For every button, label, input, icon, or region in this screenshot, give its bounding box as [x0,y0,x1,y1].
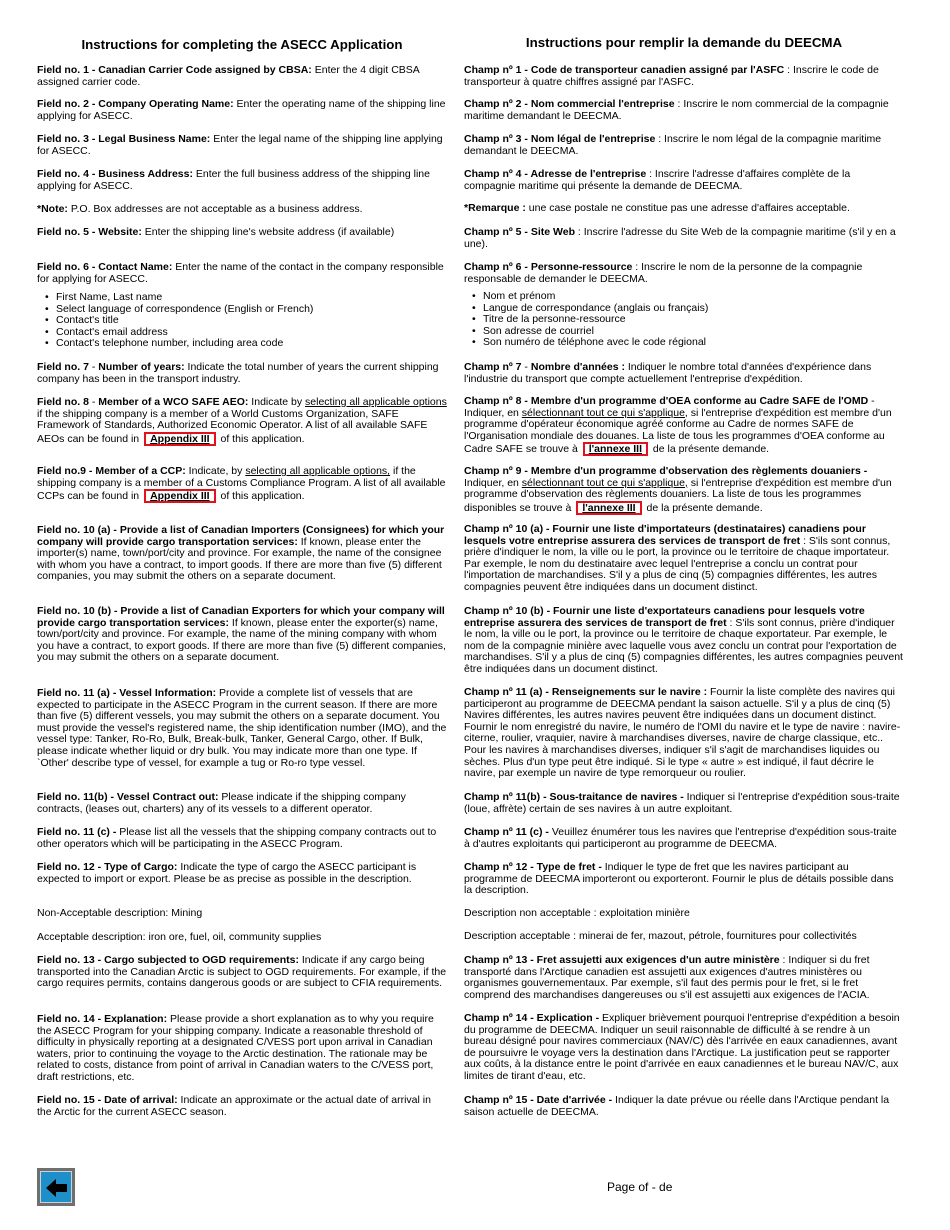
list-item: • Titre de la personne-ressource [472,314,708,326]
annexe-iii-link[interactable]: l'annexe III [583,442,648,456]
contact-list-fr [472,291,708,349]
list-item: • First Name, Last name [45,292,313,304]
field-6-en: Field no. 6 - Contact Name: Enter the name of the contact in the company responsible for applying for ASECC. [37,261,444,285]
field-11b-en: Field no. 11(b) - Vessel Contract out: Please indicate if the shipping company contracts, (leases out, charters) any of its vessels to a different operator. [37,791,406,815]
field-11c-fr: Champ nº 11 (c) - Veuillez énumérer tous les navires que l'entreprise d'expédition sous-traite à d'autres exploitants qui participeront au programme de DEECMA. [464,826,897,850]
page-number: Page of - de [607,1180,673,1194]
note-fr: *Remarque : une case postale ne constitue pas une adresse d'affaires acceptable. [464,202,850,214]
field-10b-fr: Champ nº 10 (b) - Fournir une liste d'exportateurs canadiens pour lesquels votre entreprise assurera des services de transport de fret : S'ils sont connus, prière d'indiquer le nom, la ville ou le port, la province ou le territoire de chaque exportateur. Par exemple, le nom de la compagnie minière avec laquelle vous avez conclu un contrat pour l'exportation de marchandises. S'il y a plus de cinq (5) compagnies différentes, les autres compagnies peuvent être indiquées dans un document distinct. [464,605,903,675]
appendix-iii-link[interactable]: Appendix III [144,489,216,503]
field-5-fr: Champ nº 5 - Site Web : Inscrire l'adresse du Site Web de la compagnie maritime (s'il y en a une). [464,226,896,250]
non-acceptable-fr: Description non acceptable : exploitation minière [464,907,690,919]
note-en: *Note: P.O. Box addresses are not acceptable as a business address. [37,203,363,215]
field-6-fr: Champ nº 6 - Personne-ressource : Inscrire le nom de la personne de la compagnie responsable de demander le DEECMA. [464,261,863,285]
contact-list-en [45,292,313,350]
field-11c-en: Field no. 11 (c) - Please list all the vessels that the shipping company contracts out to other operators which will be participating in the ASECC Program. [37,826,437,850]
field-11b-fr: Champ nº 11(b) - Sous-traitance de navires - Indiquer si l'entreprise d'expédition sous-traite (loue, affrète) certain de ses navires à un autre exploitant. [464,791,900,815]
field-12-fr: Champ nº 12 - Type de fret - Indiquer le type de fret que les navires participant au programme de DEECMA importeront ou exporteront. Fournir le plus de détails possible dans la description. [464,861,894,897]
field-7-fr: Champ nº 7 - Nombre d'années : Indiquer le nombre total d'années d'expérience dans l'industrie du transport que compte actuellement l'entreprise d'expédition. [464,361,872,385]
list-item: • Son numéro de téléphone avec le code régional [472,337,708,349]
field-15-fr: Champ nº 15 - Date d'arrivée - Indiquer la date prévue ou réelle dans l'Arctique pendant la saison actuelle de DEECMA. [464,1094,890,1118]
french-title: Instructions pour remplir la demande du DEECMA [525,35,843,50]
list-item: • Contact's title [45,315,313,327]
field-4-en: Field no. 4 - Business Address: Enter the full business address of the shipping line applying for ASECC. [37,168,430,192]
field-11a-en: Field no. 11 (a) - Vessel Information: Provide a complete list of vessels that are expected to participate in the ASECC Program in the current season. If there are more than five (5) different vessels, you may submit the others on a separate document. You must provide the vessel's registered name, the ship identification number (IMO), and the vessel type: Tanker, Ro-Ro, Bulk, Break-bulk, Tanker, General Cargo, other. If Bulk, please indicate whether liquid or dry bulk. You may indicate more than one type. If `Other' describe type of vessel, for example a tug or Ro-ro type vessel. [37,687,447,769]
field-1-fr: Champ nº 1 - Code de transporteur canadien assigné par l'ASFC : Inscrire le code de transporteur à quatre chiffres assigné par l'ASFC. [464,64,879,88]
english-title: Instructions for completing the ASECC Application [81,37,403,52]
field-1-en: Field no. 1 - Canadian Carrier Code assigned by CBSA: Enter the 4 digit CBSA assigned carrier code. [37,64,420,88]
field-10a-fr: Champ nº 10 (a) - Fournir une liste d'importateurs (destinataires) canadiens pour lesquels votre entreprise assurera des services de transport de fret : S'ils sont connus, prière d'indiquer le nom, la ville ou le port, la province ou le territoire de chaque importateur. Par exemple, le nom du destinataire avec lequel l'entreprise a conclu un contrat pour l'importation de marchandises. S'il y a plus de cinq (5) compagnies différentes, les autres compagnies peuvent être indiquées dans un document distinct. [464,523,891,593]
list-item: • Langue de correspondance (anglais ou français) [472,303,708,315]
field-2-fr: Champ nº 2 - Nom commercial l'entreprise : Inscrire le nom commercial de la compagnie maritime demandant le DEECMA. [464,98,889,122]
acceptable-fr: Description acceptable : minerai de fer, mazout, pétrole, fournitures pour collectivités [464,930,857,942]
field-4-fr: Champ nº 4 - Adresse de l'entreprise : Inscrire l'adresse d'affaires complète de la compagnie maritime qui présente la demande de DEECMA. [464,168,851,192]
field-8-en: Field no. 8 - Member of a WCO SAFE AEO: Indicate by selecting all applicable options if the shipping company is a member of a World Customs Organization, SAFE Framework of Standards, Authorized Economic Operator. A list of all available SAFE AEOs can be found in Appendix III of this application. [37,396,447,445]
field-10a-en: Field no. 10 (a) - Provide a list of Canadian Importers (Consignees) for which your company will provide cargo transportation services: If known, please enter the importer(s) name, town/port/city and province. For example, the name of the consignee with whom you have a contract, to import goods. If there are more than five (5) different companies, you may submit the others on a separate document. [37,524,445,583]
field-11a-fr: Champ nº 11 (a) - Renseignements sur le navire : Fournir la liste complète des navires qui participeront au programme de DEECMA pendant la saison actuelle. S'il y a plus de cinq (5) Navires différentes, les autres navires peuvent être indiquées dans un document distinct. Fournir le nom enregistré du navire, le numéro de l'OMI du navire et le type de navire : navire-citerne, roulier, vraquier, navire à marchandises diverses, navire de charge classique, etc.. Pour les navires à marchandises diverses, indiquer s'il s'agit de marchandises liquides ou sèches. Plus d'un type peut être indiqué. Si le type « autre » est indiqué, il faut décrire le navire, par exemple un navire de type remorqueur ou roulier. [464,686,901,780]
field-3-fr: Champ nº 3 - Nom légal de l'entreprise : Inscrire le nom légal de la compagnie maritime demandant le DEECMA. [464,133,882,157]
field-3-en: Field no. 3 - Legal Business Name: Enter the legal name of the shipping line applying for ASECC. [37,133,443,157]
acceptable-en: Acceptable description: iron ore, fuel, oil, community supplies [37,931,322,943]
list-item: • Nom et prénom [472,291,708,303]
list-item: • Contact's email address [45,327,313,339]
field-5-en: Field no. 5 - Website: Enter the shipping line's website address (if available) [37,226,395,238]
field-10b-en: Field no. 10 (b) - Provide a list of Canadian Exporters for which your company will provide cargo transportation services: If known, please enter the exporter(s) name, town/port/city and province. For example, the name of the mining company with whom you have a contract, to export goods. If there are more than five (5) different companies, you may submit the others on a separate document. [37,605,446,664]
field-9-en: Field no.9 - Member of a CCP: Indicate, by selecting all applicable options, if the shipping company is a member of a Customs Compliance Program. A list of all available CCPs can be found in Appendix III of this application. [37,465,446,503]
field-14-fr: Champ nº 14 - Explication - Expliquer brièvement pourquoi l'entreprise d'expédition a besoin du programme de DEECMA. Indiquer un seuil raisonnable de difficulté à se rendre à un bureau désigné pour navires commerciaux (NAV/C) dès l'arrivée en eaux canadiennes, avant de poursuivre le voyage vers la destination dans l'Arctique. La justification peut se rapporter aux coûts, à la distance entre le point d'arrivée en eaux canadiennes et le bureau NAV/C, aux limites de tirant d'eau, etc. [464,1012,900,1082]
field-13-fr: Champ nº 13 - Fret assujetti aux exigences d'un autre ministère : Indiquer si du fret transporté dans l'Arctique canadien est assujetti aux exigences d'autres ministères ou organismes gouvernementaux. Par exemple, s'il faut des permis pour le fret, si le fret comprend des marchandises dangereuses ou s'il est assujetti aux exigences de l'ACIA. [464,954,870,1001]
back-button[interactable] [37,1168,75,1206]
field-14-en: Field no. 14 - Explanation: Please provide a short explanation as to why you require the ASECC Program for your shipping company. Indicate a reasonable threshold of difficulty in physically reporting at a designated C/VESS port upon arrival in Canadian waters, prior to continuing the voyage to the Arctic destination. The rationale may be related to costs, distance from point of arrival in Canadian waters to the C/VESS port, draft restrictions, etc. [37,1013,434,1083]
annexe-iii-link[interactable]: l'annexe III [576,501,641,515]
field-8-fr: Champ nº 8 - Membre d'un programme d'OEA conforme au Cadre SAFE de l'OMD - Indiquer, en sélectionnant tout ce qui s'applique, si l'entreprise d'expédition est membre d'un programme d'opérateur économique agréé conforme au Cadre de normes SAFE de l'Organisation mondiale des douanes. La liste de tous les programmes d'OEA conforme au Cadre SAFE se trouve à l'annexe III de la présente demande. [464,395,892,456]
field-9-fr: Champ nº 9 - Membre d'un programme d'observation des règlements douaniers - Indiquer, en sélectionnant tout ce qui s'applique, si l'entreprise d'expédition est membre d'un programme d'observation des règlements douaniers. La liste de tous les programmes disponibles se trouve à l'annexe III de la présente demande. [464,465,892,514]
list-item: • Select language of correspondence (English or French) [45,304,313,316]
field-13-en: Field no. 13 - Cargo subjected to OGD requirements: Indicate if any cargo being transported into the Canadian Arctic is subject to OGD requirements. For example, if the cargo requires permits, contains dangerous goods or are subject to CFIA requirements. [37,954,447,990]
field-15-en: Field no. 15 - Date of arrival: Indicate an approximate or the actual date of arrival in the Arctic for the current ASECC season. [37,1094,431,1118]
non-acceptable-en: Non-Acceptable description: Mining [37,907,203,919]
field-2-en: Field no. 2 - Company Operating Name: Enter the operating name of the shipping line applying for ASECC. [37,98,446,122]
list-item: • Son adresse de courriel [472,326,708,338]
field-12-en: Field no. 12 - Type of Cargo: Indicate the type of cargo the ASECC participant is expected to import or export. Please be as precise as possible in the description. [37,861,417,885]
field-7-en: Field no. 7 - Number of years: Indicate the total number of years the current shipping company has been in the transport industry. [37,361,439,385]
list-item: • Contact's telephone number, including area code [45,338,313,350]
back-button-face [40,1171,72,1203]
appendix-iii-link[interactable]: Appendix III [144,432,216,446]
back-arrow-icon [45,1177,69,1199]
